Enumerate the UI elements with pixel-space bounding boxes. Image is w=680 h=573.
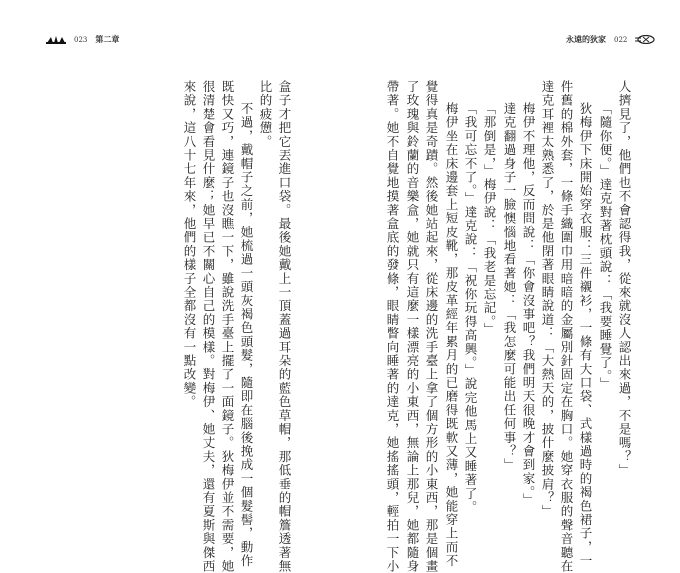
text-line: 「隨你便。」達克對著枕頭說：「我要睡覺了。」 [598,102,613,391]
text-line: 狄梅伊下床開始穿衣服：三件襯衫，一條有大口袋、式樣過時的褐色裙子，一 [578,102,593,568]
right-page-number: 022 [614,35,628,44]
text-line: 既快又巧，連鏡子也沒瞧一下，雖說洗手臺上擺了一面鏡子。狄梅伊並不需要，她 [220,80,235,573]
right-page-header [566,34,655,45]
text-line: 達克翻過身子一臉懊惱地看著她：「我怎麼可能出任何事？」 [502,102,517,472]
text-line: 「那倒是，」梅伊說：「我老是忘記。」 [482,102,497,337]
text-line: 梅伊不理他，反而問說：「你會沒事吧？我們明天很晚才會到家。」 [521,102,536,507]
text-line: 梅伊坐在床邊套上短皮靴，那皮革經年累月的已磨得既軟又薄，她能穿上而不 [444,102,459,568]
text-line: 不過，戴帽子之前，她梳過一頭灰褐色頭髮，隨即在腦後挽成一個髮髻，動作 [239,102,254,568]
ornament-icon [635,35,655,44]
text-line: 達克耳裡太熟悉了，於是他閉著眼睛說道：「大熱天的，披什麼披肩？」 [540,80,555,519]
text-line: 帶著。她不自覺地摸著盒底的發條，眼睛瞥向睡著的達克，她搖搖頭，輕拍一下小 [385,80,400,573]
text-line: 盒子才把它丟進口袋。最後她戴上一頂蓋過耳朵的藍色草帽，那低垂的帽簷透著無 [277,80,292,573]
text-line: 件舊的棉外套，一條手織圍巾用暗暗的金屬別針固定在胸口。她穿衣服的聲音聽在 [559,80,574,573]
chapter-title: 第二章 [95,34,120,44]
text-line: 了玫瑰與鈴蘭的音樂盒，她就只有這麼一樣漂亮的小東西，無論上那兒，她都隨身 [405,80,420,573]
left-page-header [46,34,119,45]
text-line: 很清楚會看見什麼；她早已不關心自己的模樣。對梅伊、她丈夫，還有夏斯與傑西 [201,80,216,573]
text-line: 覺得真是奇蹟。然後她站起來，從床邊的洗手臺上拿了個方形的小東西，那是個畫 [424,80,439,573]
text-line: 來說，這八十七年來，他們的樣子全都沒有一點改變。 [182,80,197,409]
book-title: 永遠的狄家 [566,34,606,44]
left-page-number: 023 [74,35,88,44]
publisher-logo-icon [46,35,66,44]
text-line: 比的疲憊。 [258,80,273,149]
text-line: 人擠見了，他們也不會認得我，從來就沒人認出來過，不是嗎？」 [617,80,632,478]
text-line: 「我可忘不了。」達克說：「祝你玩得高興。」說完他馬上又睡著了。 [463,102,478,515]
